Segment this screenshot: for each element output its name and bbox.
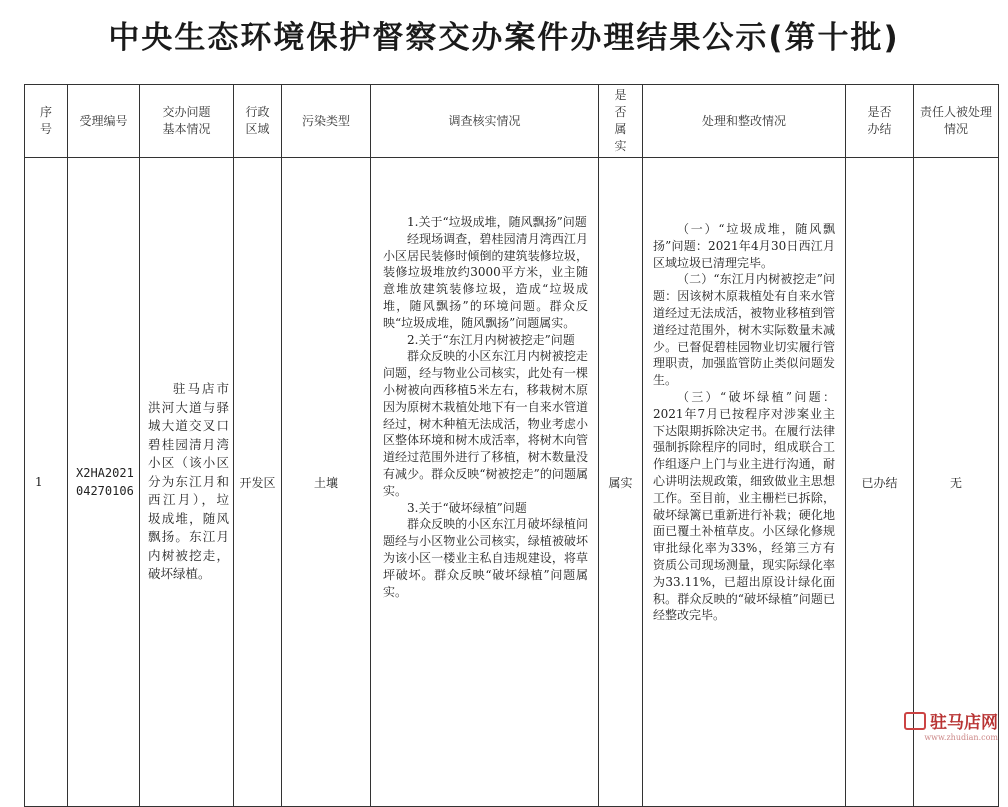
site-watermark: [904, 708, 998, 742]
cell-closed: 已办结: [846, 158, 914, 807]
cell-accountability: 无: [914, 158, 999, 807]
header-basic: 交办问题基本情况: [140, 85, 234, 158]
header-pollution: 污染类型: [282, 85, 371, 158]
header-accountability: 责任人被处理情况: [914, 85, 999, 158]
table-header-row: [25, 85, 999, 158]
cell-id: X2HA202104270106: [68, 158, 140, 807]
investigation-para: 群众反映的小区东江月破坏绿植问题经与小区物业公司核实，绿植被破坏为该小区一楼业主私自违规建设，将草坪破坏。群众反映“破坏绿植”问题属实。: [383, 517, 588, 599]
results-table: [24, 84, 999, 807]
watermark-brand: 驻马店网: [930, 713, 998, 733]
handling-para: （三）“破坏绿植”问题：2021年7月已按程序对涉案业主下达限期拆除决定书。在履行法律强制拆除程序的同时，组成联合工作组逐户上门与业主进行沟通，耐心讲明法规政策，细致做业主思想工作。至目前，业主栅栏已拆除，破坏绿篱已重新进行补栽；硬化地面已覆土补植草皮。小区绿化修规审批绿化率为33%，经第三方有资质公司现场测量，现实际绿化率为33.11%，已超出原设计绿化面积。群众反映的“破坏绿植”问题已经整改完毕。: [653, 389, 835, 623]
header-district: 行政区域: [234, 85, 282, 158]
handling-para: （一）“垃圾成堆，随风飘扬”问题：2021年4月30日西江月区域垃圾已清理完毕。: [653, 222, 835, 270]
investigation-para: 经现场调查，碧桂园清月湾西江月小区居民装修时倾倒的建筑装修垃圾，装修垃圾堆放约3000平方米，业主随意堆放建筑装修垃圾，造成“垃圾成堆，随风飘扬”的环境问题。群众反映“垃圾成堆，随风飘扬”问题属实。: [383, 231, 588, 330]
cell-seq: 1: [25, 158, 68, 807]
logo-icon: [904, 712, 926, 730]
cell-investigation: [371, 158, 599, 807]
header-verified: 是否属实: [599, 85, 643, 158]
page-title: 中央生态环境保护督察交办案件办理结果公示(第十批): [108, 20, 900, 56]
header-id: 受理编号: [68, 85, 140, 158]
investigation-para: 1.关于“垃圾成堆，随风飘扬”问题: [407, 215, 587, 229]
cell-verified: 属实: [599, 158, 643, 807]
watermark-url: www.zhudian.com: [924, 733, 998, 742]
header-investigation: 调查核实情况: [371, 85, 599, 158]
investigation-para: 群众反映的小区东江月内树被挖走问题，经与物业公司核实，此处有一棵小树被向西移植5米左右，移栽树木原因为原树木栽植处地下有一自来水管道经过，树木种植无法成活，物业考虑小区整体环境和树木成活率，将树木向管道经过范围外进行了移植，树木数量没有减少。群众反映“树被挖走”的问题属实。: [383, 349, 588, 498]
basic-text: 驻马店市洪河大道与驿城大道交叉口碧桂园清月湾小区（该小区分为东江月和西江月），垃圾成堆，随风飘扬。东江月内树被挖走，破坏绿植。: [148, 381, 229, 582]
cell-basic: [140, 158, 234, 807]
cell-district: 开发区: [234, 158, 282, 807]
investigation-para: 3.关于“破坏绿植”问题: [407, 500, 527, 515]
investigation-para: 2.关于“东江月内树被挖走”问题: [407, 332, 575, 347]
header-closed: 是否办结: [846, 85, 914, 158]
cell-pollution: 土壤: [282, 158, 371, 807]
cell-handling: [643, 158, 846, 807]
header-seq: 序号: [25, 85, 68, 158]
table-row: [25, 158, 999, 807]
header-handling: 处理和整改情况: [643, 85, 846, 158]
handling-para: （二）“东江月内树被挖走”问题：因该树木原栽植处有自来水管道经过无法成活，被物业移植到管道经过范围外，树木实际数量未减少。已督促碧桂园物业切实履行管理职责，加强监管防止类似问题发生。: [653, 272, 835, 388]
